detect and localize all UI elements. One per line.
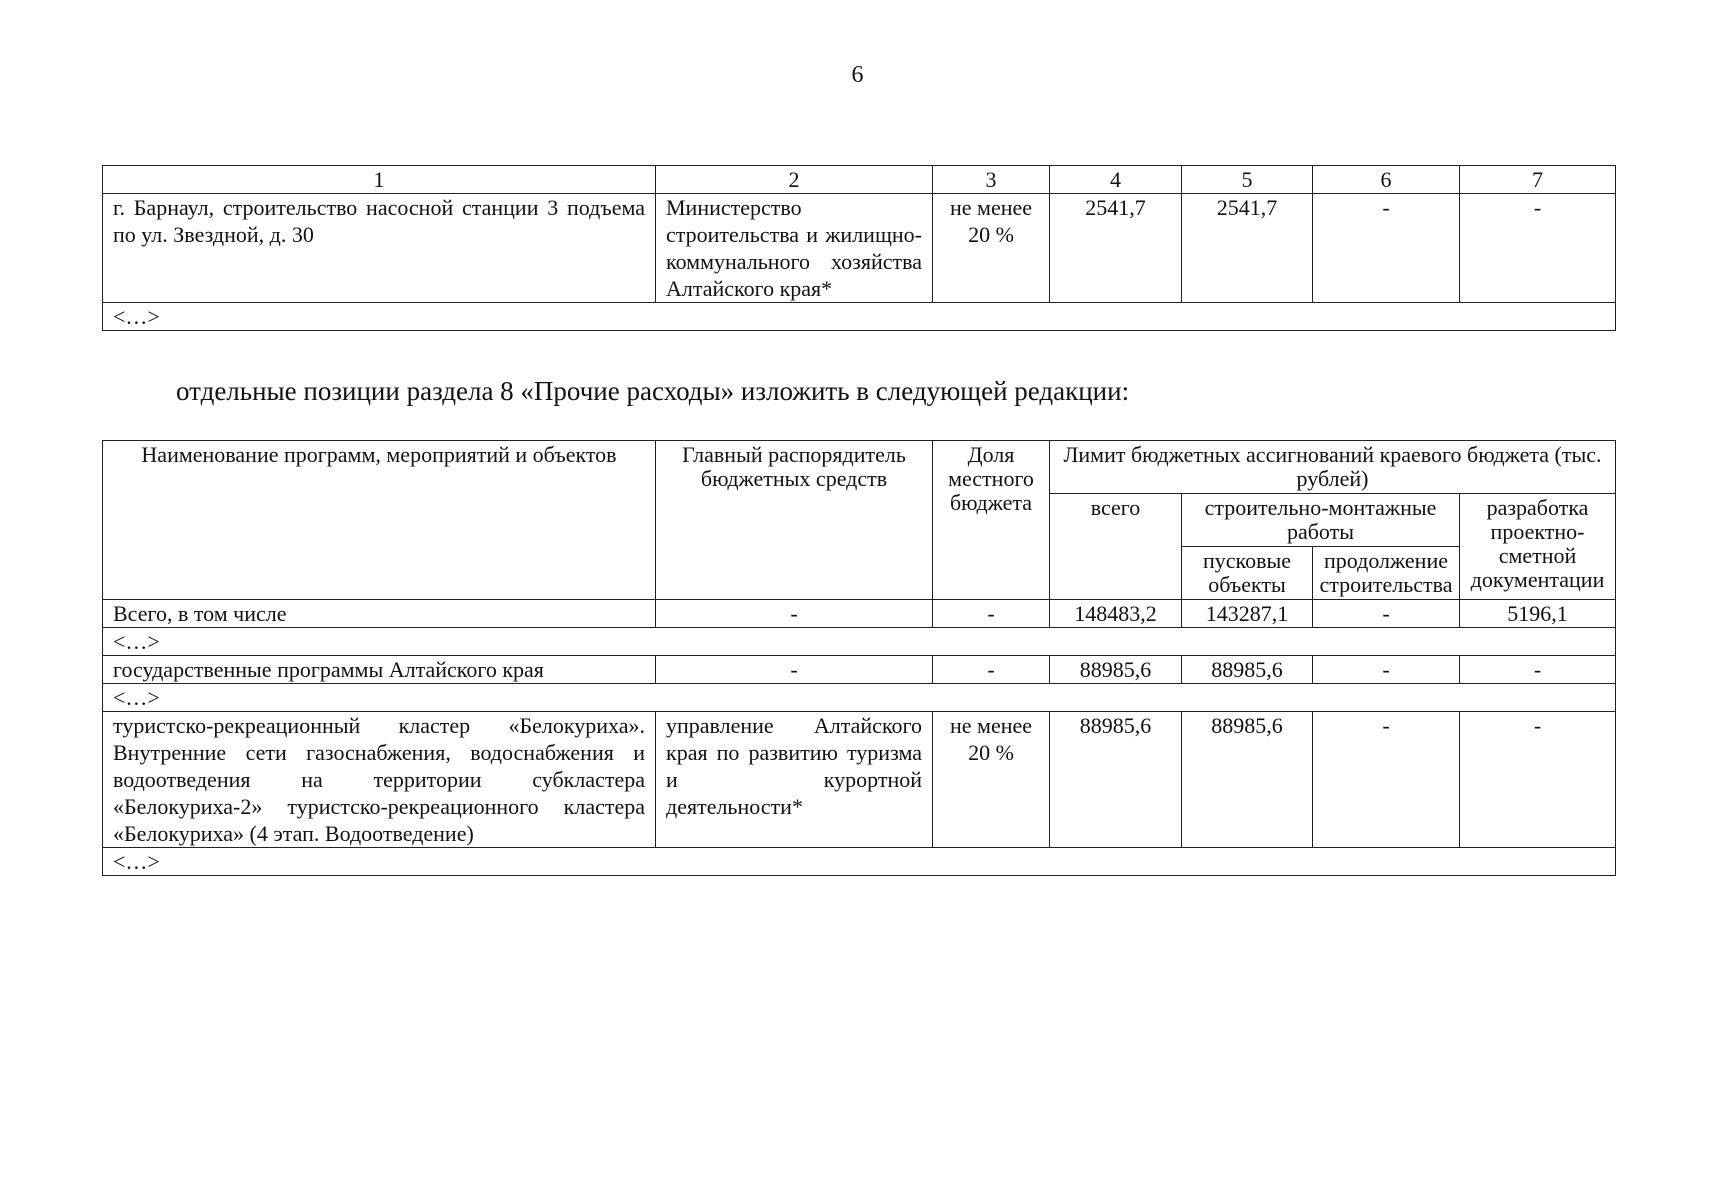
header-total: всего (1050, 494, 1182, 600)
ellipsis: <…> (103, 303, 1616, 331)
object-name: г. Барнаул, строительство насосной станции 3 подъема по ул. Звездной, д. 30 (103, 194, 656, 303)
ellipsis-row (103, 848, 1616, 876)
ellipsis: <…> (103, 684, 1616, 712)
launch-value: 2541,7 (1182, 194, 1313, 303)
distributor: - (656, 600, 933, 628)
launch-value: 143287,1 (1182, 600, 1313, 628)
continuation-value: - (1313, 712, 1460, 848)
header-launch: пусковые объекты (1182, 547, 1313, 600)
object-name: Всего, в том числе (103, 600, 656, 628)
local-share: не менее 20 % (933, 712, 1050, 848)
header-design: разработка проектно-сметной документации (1460, 494, 1616, 600)
ellipsis: <…> (103, 848, 1616, 876)
column-number: 1 (103, 166, 656, 194)
total-value: 88985,6 (1050, 712, 1182, 848)
header-row (103, 441, 1616, 494)
header-name: Наименование программ, мероприятий и объектов (103, 441, 656, 600)
distributor: - (656, 656, 933, 684)
column-number: 5 (1182, 166, 1313, 194)
launch-value: 88985,6 (1182, 656, 1313, 684)
table-other-expenses (102, 440, 1616, 876)
design-value: - (1460, 712, 1616, 848)
total-value: 148483,2 (1050, 600, 1182, 628)
header-continuation: продолжение строительства (1313, 547, 1460, 600)
column-number: 7 (1460, 166, 1616, 194)
distributor: Министерство строительства и жилищно-коммунального хозяйства Алтайского края* (656, 194, 933, 303)
table-row (103, 656, 1616, 684)
launch-value: 88985,6 (1182, 712, 1313, 848)
ellipsis-row (103, 684, 1616, 712)
design-value: 5196,1 (1460, 600, 1616, 628)
ellipsis-row (103, 628, 1616, 656)
total-value: 88985,6 (1050, 656, 1182, 684)
continuation-value: - (1313, 194, 1460, 303)
column-number-row (103, 166, 1616, 194)
column-number: 6 (1313, 166, 1460, 194)
column-number: 2 (656, 166, 933, 194)
ellipsis: <…> (103, 628, 1616, 656)
header-distributor: Главный распорядитель бюджетных средств (656, 441, 933, 600)
local-share: - (933, 656, 1050, 684)
continuation-value: - (1313, 656, 1460, 684)
header-construction: строительно-монтажные работы (1182, 494, 1460, 547)
continuation-value: - (1313, 600, 1460, 628)
header-budget-limit: Лимит бюджетных ассигнований краевого бюджета (тыс. рублей) (1050, 441, 1616, 494)
table-continuation (102, 165, 1616, 331)
local-share: не менее 20 % (933, 194, 1050, 303)
design-value: - (1460, 656, 1616, 684)
header-local-share: Доля местного бюджета (933, 441, 1050, 600)
column-number: 3 (933, 166, 1050, 194)
total-value: 2541,7 (1050, 194, 1182, 303)
object-name: государственные программы Алтайского края (103, 656, 656, 684)
table-row (103, 712, 1616, 848)
table-row (103, 194, 1616, 303)
intro-text: отдельные позиции раздела 8 «Прочие расходы» изложить в следующей редакции: (176, 376, 1130, 406)
object-name: туристско-рекреационный кластер «Белокуриха». Внутренние сети газоснабжения, водоснабжения и водоотведения на территории субкластера «Белокуриха-2» туристско-рекреационного кластера «Белокуриха» (4 этап. Водоотведение) (103, 712, 656, 848)
page-number: 6 (851, 62, 864, 88)
ellipsis-row (103, 303, 1616, 331)
table-row (103, 600, 1616, 628)
local-share: - (933, 600, 1050, 628)
column-number: 4 (1050, 166, 1182, 194)
design-value: - (1460, 194, 1616, 303)
distributor: управление Алтайского края по развитию туризма и курортной деятельности* (656, 712, 933, 848)
